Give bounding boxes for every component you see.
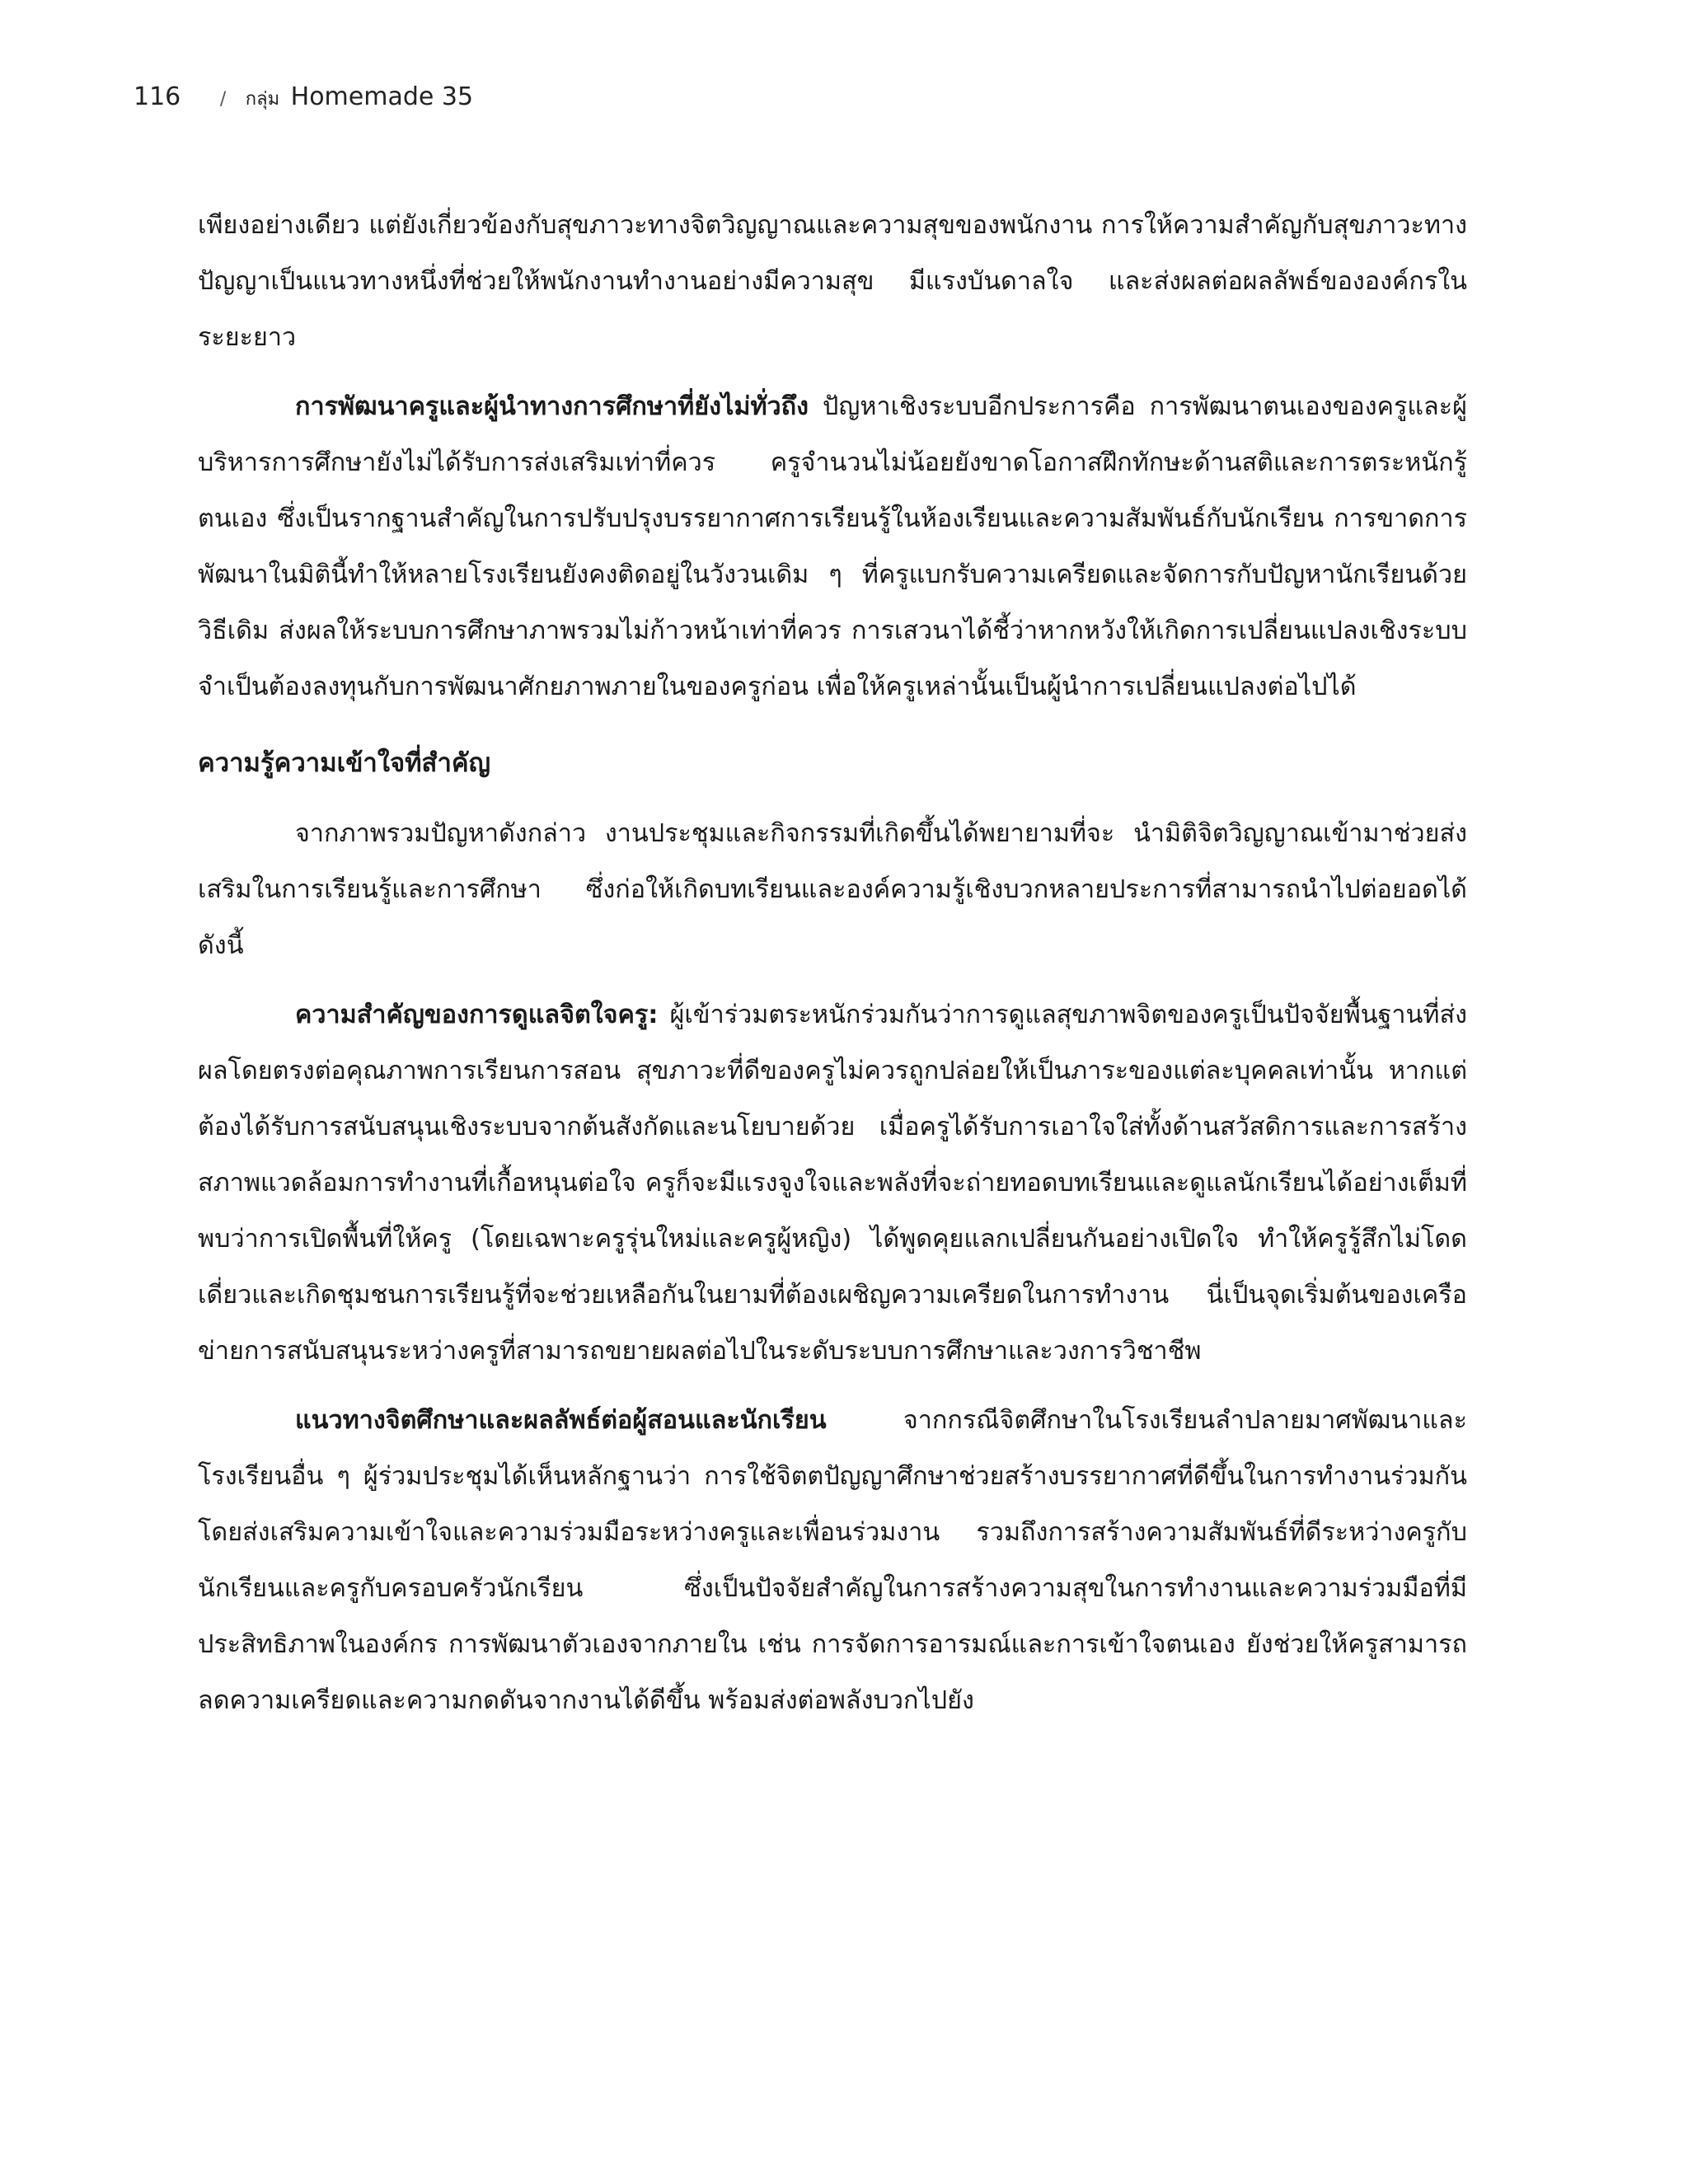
paragraph-lead-heading: แนวทางจิตศึกษาและผลลัพธ์ต่อผู้สอนและนักเรียน xyxy=(295,1406,827,1435)
paragraph-text: จากภาพรวมปัญหาดังกล่าว งานประชุมและกิจกรรมที่เกิดขึ้นได้พยายามที่จะ นำมิติจิตวิญญาณเข้ามาช่วยส่งเสริมในการเรียนรู้และการศึกษา ซึ่งก่อให้เกิดบทเรียนและองค์ความรู้เชิงบวกหลายประการที่สามารถนำไปต่อยอดได้ดังนี้ xyxy=(198,819,1467,960)
header-group-label: กลุ่ม xyxy=(245,89,280,110)
paragraph-contemplative-education xyxy=(198,1393,1467,1729)
running-header xyxy=(134,81,473,116)
paragraph-section-intro xyxy=(198,806,1467,974)
paragraph-lead-heading: ความสำคัญของการดูแลจิตใจครู: xyxy=(295,1001,659,1029)
body-text xyxy=(198,198,1467,1742)
header-separator: / xyxy=(219,89,227,110)
paragraph-lead-heading: การพัฒนาครูและผู้นำทางการศึกษาที่ยังไม่ทั่วถึง xyxy=(295,392,809,421)
paragraph-continuation xyxy=(198,198,1467,366)
header-series-name: Homemade 35 xyxy=(290,82,474,111)
paragraph-text: ผู้เข้าร่วมตระหนักร่วมกันว่าการดูแลสุขภาพจิตของครูเป็นปัจจัยพื้นฐานที่ส่งผลโดยตรงต่อคุณภาพการเรียนการสอน สุขภาวะที่ดีของครูไม่ควรถูกปล่อยให้เป็นภาระของแต่ละบุคคลเท่านั้น หากแต่ต้องได้รับการสนับสนุนเชิงระบบจากต้นสังกัดและนโยบายด้วย เมื่อครูได้รับการเอาใจใส่ทั้งด้านสวัสดิการและการสร้างสภาพแวดล้อมการทำงานที่เกื้อหนุนต่อใจ ครูก็จะมีแรงจูงใจและพลังที่จะถ่ายทอดบทเรียนและดูแลนักเรียนได้อย่างเต็มที่ พบว่าการเปิดพื้นที่ให้ครู (โดยเฉพาะครูรุ่นใหม่และครูผู้หญิง) ได้พูดคุยแลกเปลี่ยนกันอย่างเปิดใจ ทำให้ครูรู้สึกไม่โดดเดี่ยวและเกิดชุมชนการเรียนรู้ที่จะช่วยเหลือกันในยามที่ต้องเผชิญความเครียดในการทำงาน นี่เป็นจุดเริ่มต้นของเครือข่ายการสนับสนุนระหว่างครูที่สามารถขยายผลต่อไปในระดับระบบการศึกษาและวงการวิชาชีพ xyxy=(198,1001,1467,1366)
paragraph-text: เพียงอย่างเดียว แต่ยังเกี่ยวข้องกับสุขภาวะทางจิตวิญญาณและความสุขของพนักงาน การให้ความสำคัญกับสุขภาวะทางปัญญาเป็นแนวทางหนึ่งที่ช่วยให้พนักงานทำงานอย่างมีความสุข มีแรงบันดาลใจ และส่งผลต่อผลลัพธ์ขององค์กรในระยะยาว xyxy=(198,211,1467,352)
paragraph-text: จากกรณีจิตศึกษาในโรงเรียนลำปลายมาศพัฒนาและโรงเรียนอื่น ๆ ผู้ร่วมประชุมได้เห็นหลักฐานว่า การใช้จิตตปัญญาศึกษาช่วยสร้างบรรยากาศที่ดีขึ้นในการทำงานร่วมกัน โดยส่งเสริมความเข้าใจและความร่วมมือระหว่างครูและเพื่อนร่วมงาน รวมถึงการสร้างความสัมพันธ์ที่ดีระหว่างครูกับนักเรียนและครูกับครอบครัวนักเรียน ซึ่งเป็นปัจจัยสำคัญในการสร้างความสุขในการทำงานและความร่วมมือที่มีประสิทธิภาพในองค์กร การพัฒนาตัวเองจากภายใน เช่น การจัดการอารมณ์และการเข้าใจตนเอง ยังช่วยให้ครูสามารถลดความเครียดและความกดดันจากงานได้ดีขึ้น พร้อมส่งต่อพลังบวกไปยัง xyxy=(198,1406,1467,1715)
paragraph-text: ปัญหาเชิงระบบอีกประการคือ การพัฒนาตนเองของครูและผู้บริหารการศึกษายังไม่ได้รับการส่งเสริมเท่าที่ควร ครูจำนวนไม่น้อยยังขาดโอกาสฝึกทักษะด้านสติและการตระหนักรู้ตนเอง ซึ่งเป็นรากฐานสำคัญในการปรับปรุงบรรยากาศการเรียนรู้ในห้องเรียนและความสัมพันธ์กับนักเรียน การขาดการพัฒนาในมิตินี้ทำให้หลายโรงเรียนยังคงติดอยู่ในวังวนเดิม ๆ ที่ครูแบกรับความเครียดและจัดการกับปัญหานักเรียนด้วยวิธีเดิม ส่งผลให้ระบบการศึกษาภาพรวมไม่ก้าวหน้าเท่าที่ควร การเสวนาได้ชี้ว่าหากหวังให้เกิดการเปลี่ยนแปลงเชิงระบบ จำเป็นต้องลงทุนกับการพัฒนาศักยภาพภายในของครูก่อน เพื่อให้ครูเหล่านั้นเป็นผู้นำการเปลี่ยนแปลงต่อไปได้ xyxy=(198,392,1467,701)
section-heading: ความรู้ความเข้าใจที่สำคัญ xyxy=(198,748,491,778)
paragraph-teacher-wellbeing xyxy=(198,987,1467,1380)
page-number: 116 xyxy=(134,82,181,111)
paragraph-teacher-development xyxy=(198,379,1467,715)
